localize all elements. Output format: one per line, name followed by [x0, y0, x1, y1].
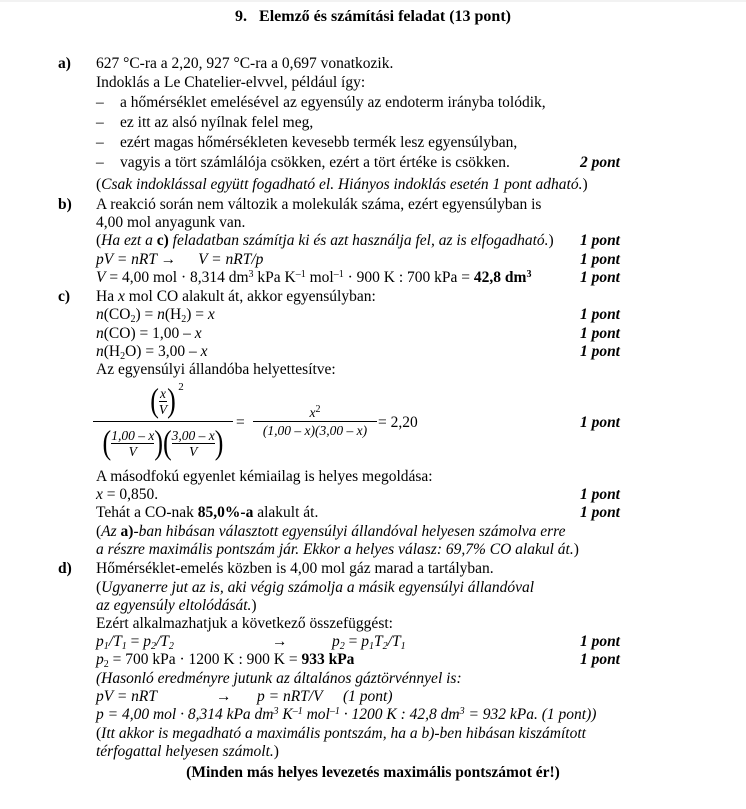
- subscript: 2: [130, 314, 136, 325]
- section-c-solve-line: A másodfokú egyenlet kémiailag is helyes megoldása:: [96, 468, 433, 485]
- section-d-line1: Hőmérséklet-emelés közben is 4,00 mol gáz marad a tartályban.: [96, 560, 494, 577]
- text: · 1200 K : 42,8 dm: [339, 706, 460, 723]
- note-text: feladatban számítja ki és azt használja fel, az is elfogadható.: [168, 232, 549, 249]
- formula-text: · 900 K : 700 kPa =: [343, 269, 474, 286]
- paren-close: ): [167, 381, 176, 420]
- var-p: p: [96, 651, 104, 668]
- var-V: V: [189, 443, 198, 459]
- slash: /: [155, 633, 161, 650]
- section-c-eq3-points: 1 pont: [579, 343, 620, 360]
- var-V: V: [128, 443, 137, 459]
- subscript: 1: [103, 641, 109, 652]
- section-d-eq1-points: 1 pont: [579, 633, 620, 650]
- section-d-apply-line: Ezért alkalmazhatjuk a következő összefüggést:: [96, 615, 393, 632]
- var-V: V: [96, 269, 106, 286]
- section-b-note-points: 1 pont: [579, 232, 620, 249]
- paren-open: (: [96, 725, 102, 742]
- paren-open: (: [163, 423, 172, 462]
- text: = 700 kPa · 1200 K : 900 K =: [108, 651, 302, 668]
- paren-close: ): [582, 176, 588, 193]
- var-n: n: [96, 306, 104, 323]
- text: = 0,850.: [102, 486, 159, 503]
- var-x: x: [117, 288, 125, 305]
- section-a-bullet-2: ez itt az alsó nyílnak felel meg,: [120, 114, 314, 131]
- section-c-eq1-points: 1 pont: [579, 306, 620, 323]
- var-T: T: [160, 633, 169, 650]
- section-c-note1: [96, 523, 566, 541]
- lhs-fraction: [93, 381, 233, 464]
- paren-close: ): [273, 743, 279, 760]
- exponent: –1: [333, 269, 344, 280]
- note-text: az egyensúly eltolódását.: [96, 597, 252, 614]
- subscript: 2: [168, 641, 174, 652]
- note-text: térfogattal helyesen számolt.: [96, 743, 274, 760]
- bullet-dash: –: [96, 94, 104, 111]
- note-text: Itt akkor is megadható a maximális pontszám, ha a b)-ben hibásan kiszámított: [101, 725, 586, 742]
- note-text: -ban hibásan választott egyensúlyi állandóval helyesen számolva erre: [133, 523, 566, 540]
- text: p = 4,00 mol · 8,314 kPa dm: [96, 706, 274, 723]
- section-d-note1: [96, 579, 534, 597]
- section-c-x-points: 1 pont: [579, 486, 620, 503]
- formula-ideal-gas: pV = nRT →: [96, 251, 177, 268]
- section-c-subst-line: Az egyensúlyi állandóba helyettesítve:: [96, 361, 336, 378]
- subscript: 2: [339, 641, 345, 652]
- section-d-label: d): [58, 560, 72, 577]
- section-c-label: c): [58, 288, 71, 305]
- section-d-eq2-points: 1 pont: [579, 651, 620, 668]
- equilibrium-constant-equation: [93, 381, 423, 467]
- section-b-line2: 4,00 mol anyagunk van.: [96, 214, 246, 231]
- subscript: 1: [121, 641, 127, 652]
- paren-close: ): [251, 597, 257, 614]
- section-c-eq3: [96, 343, 207, 361]
- rhs-fraction: [253, 405, 377, 439]
- bullet-dash: –: [96, 114, 104, 131]
- var-n: n: [157, 306, 165, 323]
- text: K: [278, 706, 293, 723]
- var-p: p: [143, 633, 151, 650]
- paren-open: (: [150, 381, 159, 420]
- volume-result: 42,8 dm: [473, 269, 527, 286]
- exponent: –1: [329, 706, 340, 717]
- text: (H: [103, 343, 121, 360]
- conversion-result: 85,0%-a: [197, 504, 254, 521]
- exponent: 3: [459, 706, 465, 717]
- subscript: 2: [150, 641, 156, 652]
- note-ref: a): [120, 523, 134, 540]
- equals-sign: =: [344, 633, 362, 650]
- var-T: T: [113, 633, 122, 650]
- formula-text: mol: [305, 269, 334, 286]
- var-p: p: [332, 633, 340, 650]
- k-value: = 2,20: [378, 414, 418, 431]
- text: = 932 kPa. (1 pont)): [464, 706, 597, 723]
- section-c-eq2: [96, 325, 202, 343]
- rhs-denominator: (1,00 – x)(3,00 – x): [262, 423, 368, 438]
- var-x: x: [200, 343, 208, 360]
- arrow-icon: →: [272, 633, 288, 650]
- exponent: 3: [273, 706, 279, 717]
- lhs-denominator: [103, 422, 224, 464]
- note-text: Ugyanerre jut az is, aki végig számolja a másik egyensúlyi állandóval: [101, 579, 535, 596]
- section-c-x-line: [96, 486, 158, 504]
- section-a-line2: Indoklás a Le Chatelier-elvvel, például így:: [96, 74, 366, 91]
- section-b-formula2: [96, 269, 531, 287]
- co-fraction: [111, 428, 154, 459]
- section-c-result: [96, 504, 318, 522]
- note-text: a részre maximális pontszám jár. Ekkor a helyes válasz: 69,7% CO alakul át.: [96, 541, 574, 558]
- h2o-fraction: [172, 428, 215, 459]
- section-a-note-text: Csak indoklással együtt fogadható el. Hiányos indoklás esetén 1 pont adható.: [101, 176, 583, 193]
- var-x: x: [96, 486, 103, 503]
- var-x: x: [194, 325, 202, 342]
- var-V: V: [158, 401, 168, 417]
- section-b-formula2-points: 1 pont: [579, 269, 620, 286]
- section-a-bullet-4: vagyis a tört számlálója csökken, ezért a tört értéke is csökken.: [120, 154, 510, 171]
- exponent: –1: [292, 706, 303, 717]
- exponent: 2: [178, 381, 184, 393]
- section-c-eq1: [96, 306, 215, 324]
- paren-open: (: [96, 176, 102, 193]
- page-top-edge: [0, 0, 746, 2]
- page-title: 9. Elemző és számítási feladat (13 pont): [235, 8, 511, 25]
- exponent: 3: [248, 269, 254, 280]
- paren-close: ): [573, 541, 579, 558]
- section-a-bullet-1: a hőmérséklet emelésével az egyensúly az endoterm irányba tolódik,: [120, 94, 546, 111]
- section-d-alt-line1: (Hasonló eredményre jutunk az általános gáztörvénnyel is:: [96, 670, 462, 687]
- section-c-note2: [96, 541, 579, 559]
- equals-sign: =: [236, 414, 245, 431]
- text: Ha: [96, 288, 118, 305]
- section-d-alt-line2-left: pV = nRT: [96, 688, 157, 705]
- equals-sign: =: [126, 633, 144, 650]
- var-n: n: [96, 325, 104, 342]
- section-d-eq1-left: [96, 633, 174, 651]
- section-a-bullet-3: ezért magas hőmérsékleten kevesebb termék lesz egyensúlyban,: [120, 134, 518, 151]
- text: ) =: [135, 306, 158, 323]
- exponent: 3: [526, 269, 532, 280]
- paren-open: (: [96, 579, 102, 596]
- note-ref: c): [156, 232, 169, 249]
- subscript: 2: [181, 314, 187, 325]
- paren-open: (: [96, 232, 102, 249]
- var-x: x: [160, 385, 166, 401]
- paren-close: ): [548, 232, 554, 249]
- paren-close: ): [154, 423, 163, 462]
- numerator: 1,00 – x: [111, 427, 155, 443]
- text: mol: [302, 706, 330, 723]
- bullet-dash: –: [96, 134, 104, 151]
- text: mol CO alakult át, akkor egyensúlyban:: [124, 288, 376, 305]
- text: (H: [164, 306, 182, 323]
- section-b-label: b): [58, 196, 72, 213]
- paren-open: (: [96, 523, 102, 540]
- section-a-points: 2 pont: [579, 154, 620, 171]
- section-b-formula1: [96, 251, 263, 269]
- slash: /: [387, 633, 392, 650]
- section-d-note4: [96, 743, 279, 761]
- section-d-eq1-right: [332, 633, 406, 651]
- note-text: Az: [101, 523, 121, 540]
- text: alakult át.: [253, 504, 319, 521]
- formula-text: = 4,00 mol · 8,314 dm: [105, 269, 249, 286]
- section-b-formula1-points: 1 pont: [579, 251, 620, 268]
- var-x: x: [207, 306, 215, 323]
- var-p: p: [361, 633, 369, 650]
- exponent: 2: [315, 404, 321, 415]
- section-d-alt-line2-points: (1 pont): [343, 688, 393, 705]
- exponent: –1: [295, 269, 306, 280]
- text: ) =: [186, 306, 208, 323]
- subscript: 1: [400, 641, 406, 652]
- var-T: T: [391, 633, 401, 650]
- numerator: 3,00 – x: [171, 427, 215, 443]
- var-T: T: [374, 633, 383, 650]
- paren-close: ): [214, 423, 224, 462]
- section-d-alt-line2-mid: p = nRT/V: [257, 688, 323, 705]
- var-n: n: [96, 343, 104, 360]
- var-x: x: [309, 405, 316, 420]
- section-a-line1: 627 °C-ra a 2,20, 927 °C-ra a 0,697 vonatkozik.: [96, 55, 394, 72]
- formula-volume: V = nRT/p: [198, 251, 264, 268]
- paren-open: (: [102, 423, 112, 462]
- footer-note: (Minden más helyes levezetés maximális pontszámot ér!): [186, 764, 560, 781]
- section-d-note2: [96, 597, 257, 615]
- var-p: p: [96, 633, 104, 650]
- section-c-result-points: 1 pont: [579, 504, 620, 521]
- rhs-numerator: [310, 405, 321, 421]
- subscript: 2: [382, 641, 388, 652]
- text: (CO) = 1,00 –: [103, 325, 195, 342]
- arrow-icon: →: [216, 688, 232, 705]
- section-b-line1: A reakció során nem változik a molekulák száma, ezért egyensúlyban is: [96, 196, 542, 213]
- subscript: 1: [369, 641, 374, 652]
- section-c-line1: [96, 288, 376, 306]
- section-d-alt-line3: [96, 706, 596, 724]
- pressure-result: 933 kPa: [301, 651, 355, 668]
- section-a-label: a): [58, 55, 71, 72]
- formula-text: kPa K: [253, 269, 296, 286]
- section-c-fraction-points: 1 pont: [579, 414, 620, 431]
- text: (CO: [103, 306, 131, 323]
- subscript: 2: [120, 351, 126, 362]
- note-text: Ha ezt a: [101, 232, 157, 249]
- text: O) = 3,00 –: [125, 343, 201, 360]
- section-c-eq2-points: 1 pont: [579, 325, 620, 342]
- section-d-note3: [96, 725, 586, 743]
- section-d-eq2: [96, 651, 354, 669]
- section-b-note: [96, 232, 554, 250]
- x-over-V: [159, 386, 167, 417]
- section-a-note: [96, 176, 588, 194]
- bullet-dash: –: [96, 154, 104, 171]
- slash: /: [108, 633, 114, 650]
- subscript: 2: [103, 659, 109, 670]
- lhs-numerator: [150, 381, 184, 421]
- text: Tehát a CO-nak: [96, 504, 198, 521]
